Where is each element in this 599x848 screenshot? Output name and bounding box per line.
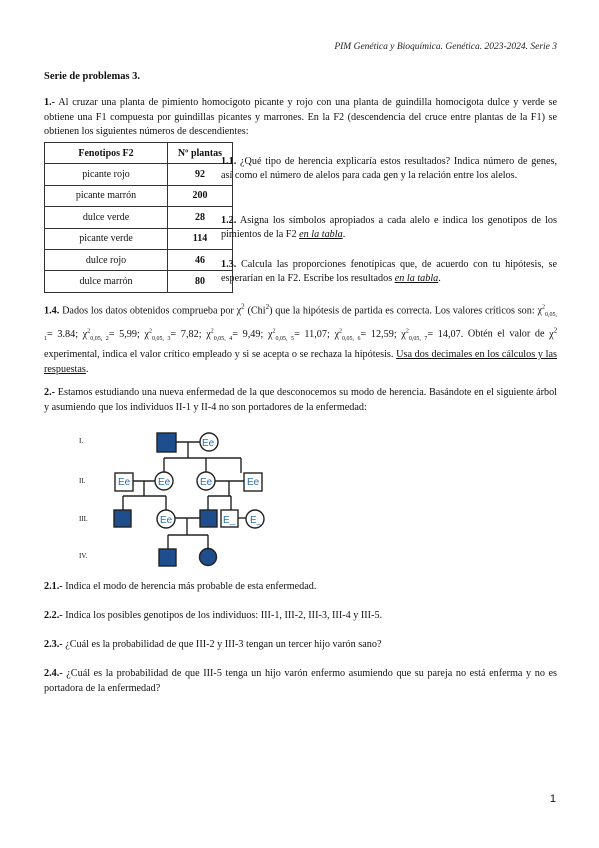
critical-value: $\chi^2_{0,05, 3}= 7,82$; — [144, 328, 202, 342]
pedigree-tree — [100, 428, 290, 570]
critical-value: $\chi^2_{0,05, 1}= 3.84$; — [44, 305, 558, 342]
page-number: 1 — [549, 793, 556, 805]
table-row — [45, 185, 233, 206]
question-2-1: 2.1.- Indica el modo de herencia más probable de esta enfermedad. — [44, 581, 317, 592]
phenotype-table — [44, 142, 233, 293]
question-1-1 — [221, 155, 557, 183]
decimals-instruction: Usa dos decimales en los cálculos y las respuestas — [44, 348, 557, 375]
generation-label: II. — [79, 477, 86, 485]
problem-2-statement — [44, 386, 557, 415]
column-header-count: Nº plantas — [168, 143, 233, 164]
table-header-row — [45, 143, 233, 164]
genotype-label: Ee — [160, 515, 173, 526]
question-1-3-text: Calcula las proporciones fenotípicas que, de acuerdo con tu hipótesis, se esperarían en la F2. Escribe los resultados — [221, 259, 558, 284]
genotype-label: Ee — [200, 477, 213, 488]
question-1-1-text: ¿Qué tipo de herencia explicaría estos resultados? Indica número de genes, así como el número de alelos para cada gen y la relación entre los alelos. — [221, 156, 558, 181]
page-header: PIM Genética y Bioquímica. Genética. 2023-2024. Serie 3 — [334, 42, 557, 52]
problem-1-text: Al cruzar una planta de pimiento homocigoto picante y rojo con una planta de guindilla homocigota dulce y verde se obtiene una F1 compuesta por guindillas picantes y marrones. En la F2 (descendencia del cruce entre plantas de la F1) se obtienen los siguientes números de descendientes: — [44, 97, 558, 138]
phenotype-cell: picante marrón — [45, 185, 168, 206]
question-1-3: 1.3. Calcula las proporciones fenotípicas que, de acuerdo con tu hipótesis, se esperarían en la F2. Escribe los resultados en la tabla. — [221, 259, 558, 284]
question-1-2-text: Asigna los símbolos apropiados a cada alelo e indica los genotipos de los pimientos de la F2 — [221, 215, 557, 240]
genotype-label: Ee — [202, 438, 215, 449]
question-1-3-number: 1.3. — [221, 259, 237, 270]
chi-symbol: $\chi^2$ — [236, 303, 245, 317]
critical-value: $\chi^2_{0,05, 4}= 9,49$; — [206, 328, 264, 342]
table-row — [45, 164, 233, 185]
individual-I-1 — [157, 433, 176, 452]
question-1-1-number: 1.1. — [221, 156, 237, 167]
genotype-label: Ee — [118, 477, 131, 488]
critical-value: $\chi^2_{0,05, 7}= 14,07$. — [401, 328, 464, 342]
count-cell: 114 — [168, 228, 233, 249]
count-cell: 28 — [168, 207, 233, 228]
individual-IV-1 — [159, 549, 176, 566]
question-1-2: 1.2. Asigna los símbolos apropiados a cada alelo e indica los genotipos de los pimientos de la F2 en la tabla. — [221, 215, 557, 240]
table-row — [45, 271, 233, 292]
phenotype-cell: picante verde — [45, 228, 168, 249]
individual-III-1 — [114, 510, 131, 527]
question-2-4: 2.4.- ¿Cuál es la probabilidad de que III-5 tenga un hijo varón enfermo asumiendo que su pareja no está enferma y no es portadora de la enfermedad? — [44, 668, 557, 694]
table-row — [45, 207, 233, 228]
genotype-label: Ee — [158, 477, 171, 488]
generation-label: III. — [79, 515, 88, 523]
problem-1-statement — [44, 96, 557, 140]
table-row — [45, 249, 233, 270]
table-reference: en la tabla — [299, 228, 343, 240]
question-1-4-number: 1.4. — [44, 305, 60, 317]
problem-2-text: Estamos estudiando una nueva enfermedad de la que desconocemos su modo de herencia. Basándote en el siguiente árbol y asumiendo que los individuos II-1 y II-4 no son portadores de la enfermedad: — [44, 387, 557, 413]
individual-IV-2 — [200, 549, 217, 566]
series-title: Serie de problemas 3. — [44, 71, 141, 82]
problem-1-number: 1.- — [44, 97, 56, 108]
phenotype-cell: picante rojo — [45, 164, 168, 185]
question-2-3: 2.3.- ¿Cuál es la probabilidad de que III-2 y III-3 tengan un tercer hijo varón sano? — [44, 639, 382, 650]
phenotype-cell: dulce marrón — [45, 271, 168, 292]
generation-label: I. — [79, 437, 84, 445]
question-1-4: 1.4. Dados los datos obtenidos comprueba por $\chi^2$ (Chi$^2$) que la hipótesis de partida es correcta. Los valores críticos son: $\chi^2_{0,05, 1}= 3.84$; $\chi^2_{0,05, 2}= 5,99$; $\chi^2_{0,05, 3}= 7,82$; $\chi^2_{0,05, 4}= 9,49$; $\chi^2_{0,05, 5}= 11,07$; $\chi^2_{0,05, 6}= 12,59$; $\chi^2_{0,05, 7}= 14,07$. Obtén el valor de $\chi^2$ experimental, indica el valor crítico empleado y si se acepta o se rechaza la hipótesis. Usa dos decimales en los cálculos y las respuestas. — [44, 303, 558, 375]
column-header-phenotype: Fenotipos F2 — [45, 143, 168, 164]
count-cell: 92 — [168, 164, 233, 185]
critical-value: $\chi^2_{0,05, 2}= 5,99$; — [82, 328, 140, 342]
table-reference: en la tabla — [394, 272, 439, 284]
individual-III-3 — [200, 510, 217, 527]
question-1-2-number: 1.2. — [221, 215, 237, 226]
genotype-label: E_ — [223, 515, 236, 526]
table-row — [45, 228, 233, 249]
genotype-label: Ee — [247, 477, 260, 488]
count-cell: 80 — [168, 271, 233, 292]
phenotype-cell: dulce rojo — [45, 249, 168, 270]
question-2-2: 2.2.- Indica los posibles genotipos de los individuos: III-1, III-2, III-3, III-4 y III-5. — [44, 610, 383, 621]
problem-2-number: 2.- — [44, 387, 56, 398]
count-cell: 200 — [168, 185, 233, 206]
genotype-label: E_ — [250, 515, 263, 526]
generation-label: IV. — [79, 552, 88, 560]
count-cell: 46 — [168, 249, 233, 270]
critical-value: $\chi^2_{0,05, 6}= 12,59$; — [334, 328, 397, 342]
critical-value: $\chi^2_{0,05, 5}= 11,07$; — [267, 328, 330, 342]
phenotype-cell: dulce verde — [45, 207, 168, 228]
